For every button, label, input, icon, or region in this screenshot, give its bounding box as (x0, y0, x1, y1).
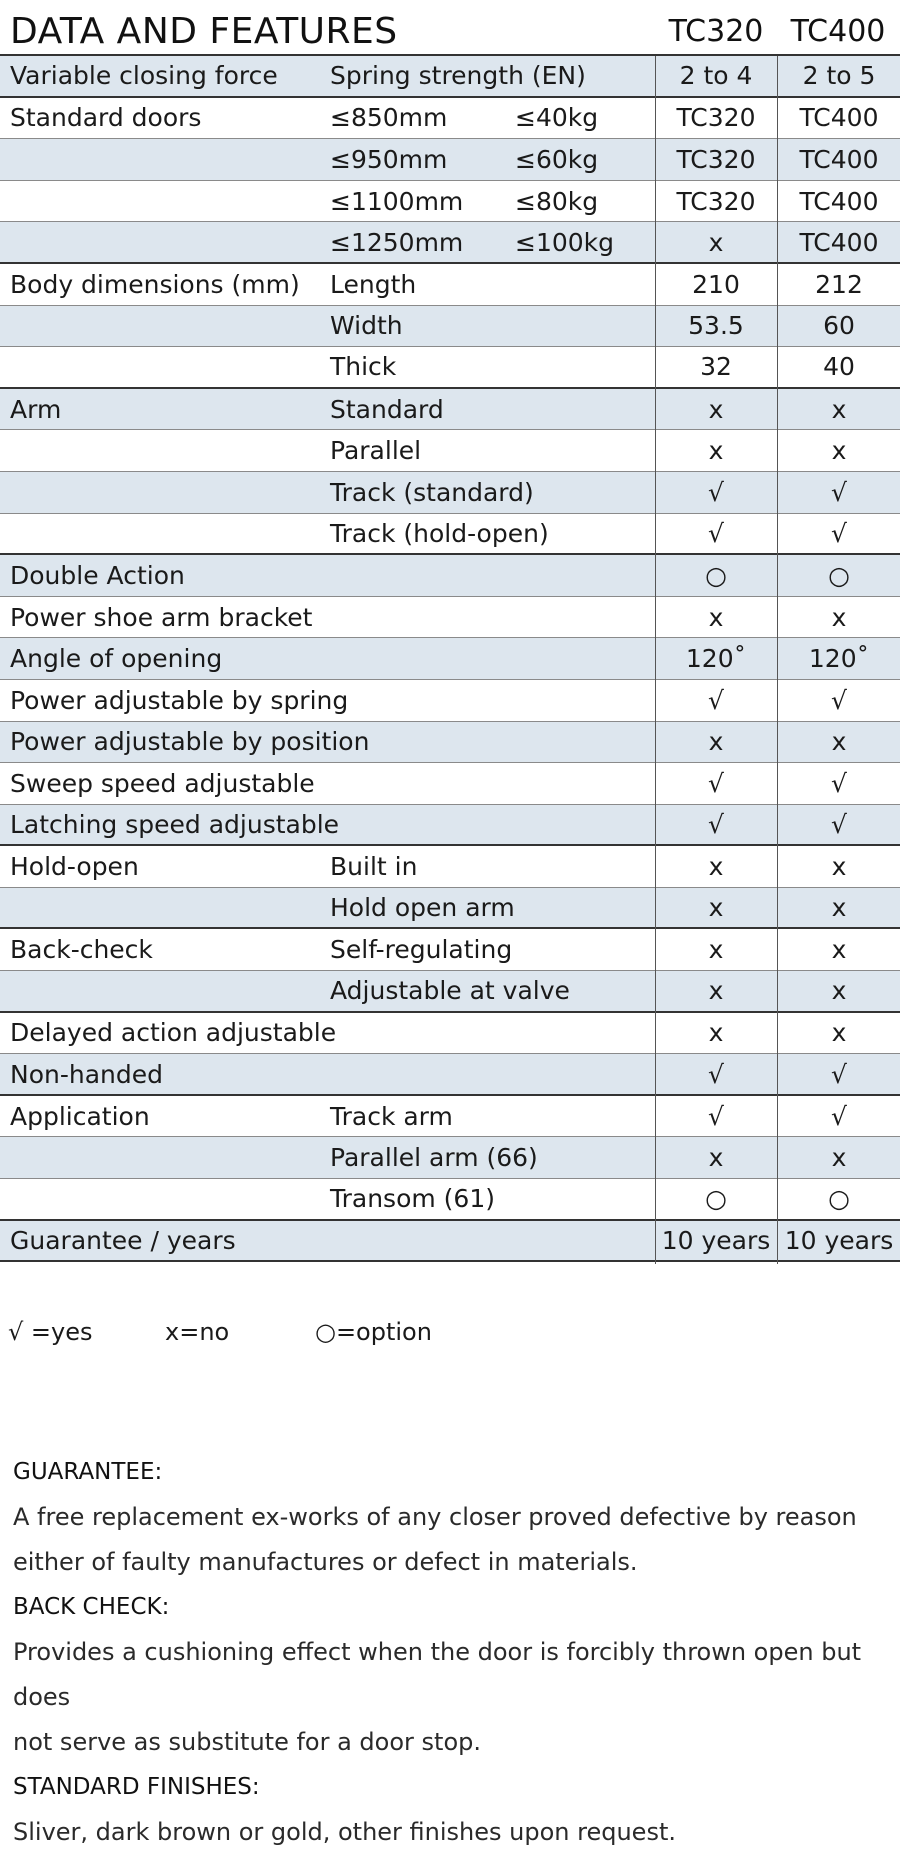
table-row (0, 389, 900, 431)
row-label: Delayed action adjustable (10, 1018, 337, 1048)
value-tc400: x (831, 935, 847, 965)
value-tc400: TC400 (799, 186, 879, 216)
value-tc400: x (831, 602, 847, 632)
row-label: Standard doors (10, 103, 202, 133)
table-row (0, 139, 900, 181)
row-label: Non-handed (10, 1059, 163, 1089)
table-row (0, 805, 900, 847)
value-tc400: 120˚ (808, 644, 870, 674)
table-row (0, 1179, 900, 1221)
value-tc400: x (831, 436, 847, 466)
guarantee-heading: GUARANTEE: (13, 1459, 163, 1485)
table-row (0, 430, 900, 472)
row-label: Body dimensions (mm) (10, 269, 300, 299)
value-tc320: √ (708, 477, 724, 507)
table-row (0, 846, 900, 888)
value-tc400: TC400 (799, 103, 879, 133)
row-sublabel: Width (330, 311, 403, 341)
row-sublabel: ≤850mm (330, 103, 448, 133)
table-row (0, 555, 900, 597)
table-row (0, 1221, 900, 1263)
value-tc400: 212 (815, 269, 863, 299)
row-sublabel: Self-regulating (330, 935, 513, 965)
value-tc400: √ (831, 809, 847, 839)
spec-table (0, 56, 900, 1262)
row-label: Latching speed adjustable (10, 809, 340, 839)
value-tc400: x (831, 976, 847, 1006)
row-label: Sweep speed adjustable (10, 768, 315, 798)
table-row (0, 56, 900, 98)
backcheck-text-line: Provides a cushioning effect when the door is forcibly thrown open but does (13, 1638, 862, 1711)
value-tc400: x (831, 394, 847, 424)
row-label: Double Action (10, 560, 185, 590)
value-tc320: 32 (700, 352, 732, 382)
value-tc320: 120˚ (685, 644, 747, 674)
table-row (0, 888, 900, 930)
table-row (0, 472, 900, 514)
model-header-tc320: TC320 (668, 14, 764, 49)
row-label: Power adjustable by position (10, 727, 370, 757)
value-tc320: TC320 (676, 144, 756, 174)
row-sublabel: ≤950mm (330, 144, 448, 174)
value-tc400: TC400 (799, 144, 879, 174)
row-sublabel: Adjustable at valve (330, 976, 570, 1006)
value-tc400: x (831, 893, 847, 923)
table-row (0, 306, 900, 348)
value-tc320: √ (708, 1059, 724, 1089)
row-sublabel: Track (hold-open) (330, 518, 549, 548)
finishes-heading: STANDARD FINISHES: (13, 1774, 260, 1800)
value-tc320: √ (708, 685, 724, 715)
value-tc320: x (708, 893, 724, 923)
value-tc400: x (831, 1143, 847, 1173)
legend (0, 1318, 900, 1358)
finishes-text-line: Sliver, dark brown or gold, other finishes upon request. (13, 1818, 676, 1846)
value-tc400: x (831, 727, 847, 757)
table-row (0, 264, 900, 306)
table-row (0, 1054, 900, 1096)
value-tc320: ○ (705, 560, 727, 590)
value-tc320: 10 years (661, 1225, 771, 1255)
backcheck-heading: BACK CHECK: (13, 1594, 170, 1620)
table-row (0, 1013, 900, 1055)
row-label: Power adjustable by spring (10, 685, 349, 715)
row-label: Angle of opening (10, 644, 223, 674)
value-tc320: √ (708, 768, 724, 798)
row-sublabel: Hold open arm (330, 893, 515, 923)
row-sublabel: Thick (330, 352, 397, 382)
table-row (0, 347, 900, 389)
table-row (0, 638, 900, 680)
row-label: Hold-open (10, 852, 139, 882)
row-sublabel: Track (standard) (330, 477, 534, 507)
row-label: Arm (10, 394, 62, 424)
row-sublabel: ≤1100mm (330, 186, 464, 216)
value-tc400: 2 to 5 (802, 61, 876, 91)
column-divider (777, 56, 778, 1264)
row-sublabel: Standard (330, 394, 444, 424)
table-row (0, 763, 900, 805)
row-weight: ≤80kg (515, 186, 599, 216)
value-tc400: ○ (828, 560, 850, 590)
row-sublabel: Length (330, 269, 417, 299)
value-tc320: x (708, 602, 724, 632)
value-tc320: 2 to 4 (679, 61, 753, 91)
row-sublabel: Parallel arm (66) (330, 1143, 538, 1173)
model-header-tc400: TC400 (790, 14, 886, 49)
table-row (0, 1137, 900, 1179)
row-weight: ≤40kg (515, 103, 599, 133)
value-tc400: x (831, 852, 847, 882)
value-tc320: √ (708, 1101, 724, 1131)
table-row (0, 98, 900, 140)
row-weight: ≤100kg (515, 227, 615, 257)
table-row (0, 680, 900, 722)
row-sublabel: Track arm (330, 1101, 453, 1131)
value-tc320: x (708, 1018, 724, 1048)
value-tc400: 40 (823, 352, 855, 382)
value-tc320: x (708, 935, 724, 965)
table-row (0, 514, 900, 556)
value-tc320: 53.5 (688, 311, 744, 341)
value-tc320: x (708, 1143, 724, 1173)
table-row (0, 722, 900, 764)
value-tc400: √ (831, 477, 847, 507)
row-sublabel: Transom (61) (330, 1184, 495, 1214)
guarantee-text-line: either of faulty manufactures or defect in materials. (13, 1548, 638, 1576)
row-label: Guarantee / years (10, 1225, 236, 1255)
row-label: Variable closing force (10, 61, 278, 91)
value-tc400: ○ (828, 1184, 850, 1214)
table-row (0, 222, 900, 264)
value-tc320: x (708, 852, 724, 882)
row-sublabel: Built in (330, 852, 418, 882)
legend-yes: √ =yes (8, 1318, 93, 1346)
table-header (0, 0, 900, 56)
legend-no: x=no (165, 1318, 230, 1346)
value-tc320: x (708, 227, 724, 257)
value-tc320: √ (708, 809, 724, 839)
value-tc400: 60 (823, 311, 855, 341)
row-label: Back-check (10, 935, 153, 965)
legend-option: ○=option (315, 1318, 432, 1346)
value-tc320: ○ (705, 1184, 727, 1214)
row-label: Application (10, 1101, 150, 1131)
value-tc400: √ (831, 1059, 847, 1089)
guarantee-text-line: A free replacement ex-works of any closer proved defective by reason (13, 1503, 857, 1531)
column-divider (655, 56, 656, 1264)
value-tc320: TC320 (676, 186, 756, 216)
value-tc320: x (708, 394, 724, 424)
table-row (0, 181, 900, 223)
value-tc320: x (708, 727, 724, 757)
value-tc320: 210 (692, 269, 740, 299)
value-tc320: √ (708, 518, 724, 548)
table-row (0, 1096, 900, 1138)
backcheck-text-line: not serve as substitute for a door stop. (13, 1728, 481, 1756)
row-sublabel: Spring strength (EN) (330, 61, 586, 91)
row-label: Power shoe arm bracket (10, 602, 313, 632)
value-tc400: √ (831, 768, 847, 798)
table-row (0, 971, 900, 1013)
value-tc320: x (708, 436, 724, 466)
row-sublabel: Parallel (330, 436, 422, 466)
value-tc400: √ (831, 1101, 847, 1131)
value-tc320: TC320 (676, 103, 756, 133)
row-weight: ≤60kg (515, 144, 599, 174)
value-tc400: x (831, 1018, 847, 1048)
notes-section (13, 1450, 893, 1855)
value-tc400: 10 years (784, 1225, 894, 1255)
value-tc400: TC400 (799, 227, 879, 257)
table-row (0, 597, 900, 639)
value-tc320: x (708, 976, 724, 1006)
row-sublabel: ≤1250mm (330, 227, 464, 257)
value-tc400: √ (831, 685, 847, 715)
value-tc400: √ (831, 518, 847, 548)
page-title: DATA AND FEATURES (10, 11, 398, 52)
table-row (0, 929, 900, 971)
